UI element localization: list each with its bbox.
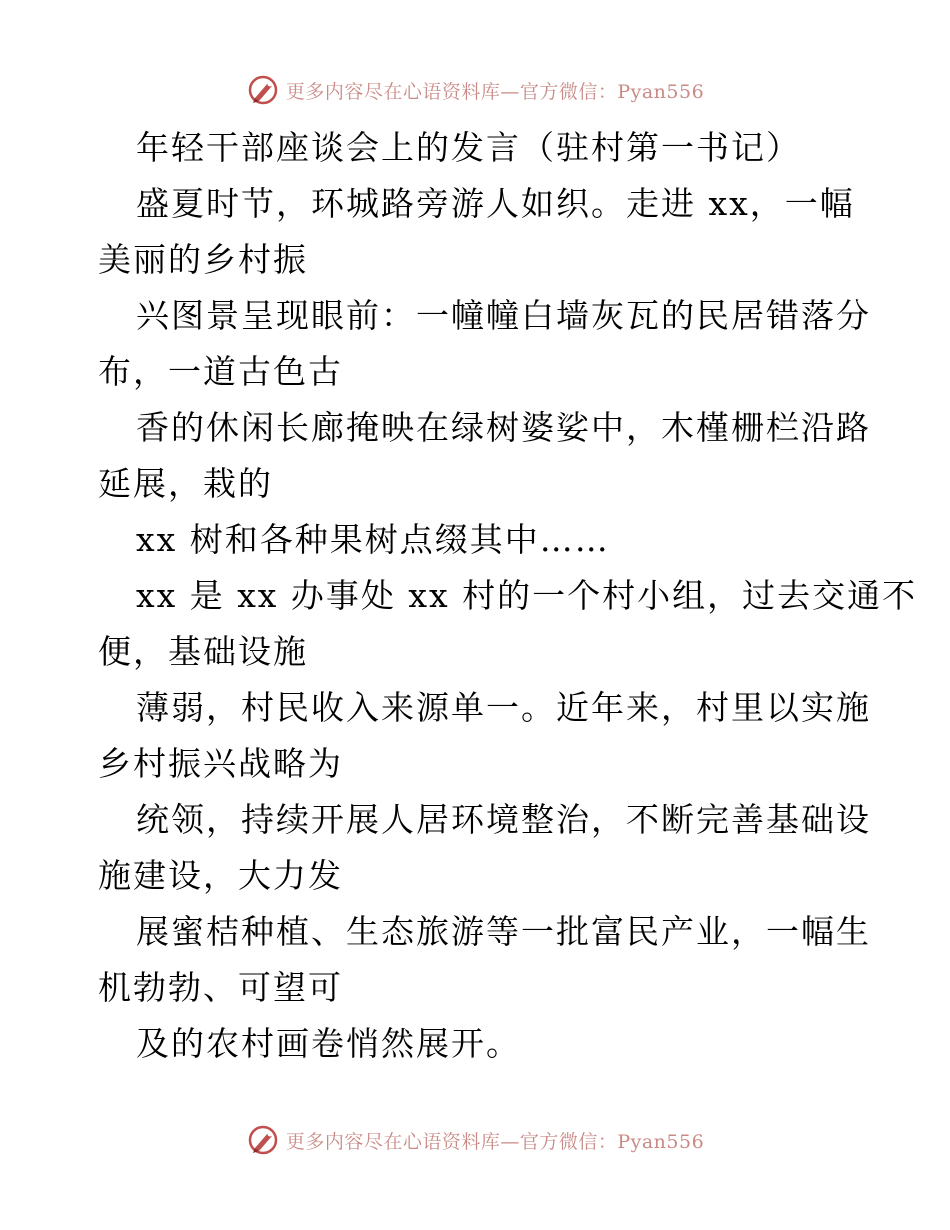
pen-logo-icon	[246, 1123, 280, 1157]
watermark-text: 更多内容尽在心语资料库—官方微信：Pyan556	[285, 1130, 705, 1153]
watermark-text: 更多内容尽在心语资料库—官方微信：Pyan556	[285, 80, 705, 103]
footer-watermark	[0, 1120, 950, 1160]
paragraph-line: xx 树和各种果树点缀其中……	[136, 520, 610, 559]
paragraph-line: 统领，持续开展人居环境整治，不断完善基础设	[136, 800, 871, 839]
paragraph-line: 延展，栽的	[98, 464, 273, 503]
header-watermark	[0, 70, 950, 110]
paragraph-line: 展蜜桔种植、生态旅游等一批富民产业，一幅生	[136, 912, 871, 951]
paragraph-line: 机勃勃、可望可	[98, 968, 343, 1007]
paragraph-line: 兴图景呈现眼前：一幢幢白墙灰瓦的民居错落分	[136, 296, 871, 335]
document-body	[98, 120, 918, 1072]
paragraph-line: 薄弱，村民收入来源单一。近年来，村里以实施	[136, 688, 871, 727]
paragraph-line: xx 是 xx 办事处 xx 村的一个村小组，过去交通不	[136, 576, 918, 615]
paragraph-line: 乡村振兴战略为	[98, 744, 343, 783]
paragraph-line: 盛夏时节，环城路旁游人如织。走进 xx，一幅	[136, 184, 855, 223]
paragraph-line: 香的休闲长廊掩映在绿树婆娑中，木槿栅栏沿路	[136, 408, 871, 447]
pen-logo-icon	[246, 73, 280, 107]
paragraph-line: 及的农村画卷悄然展开。	[136, 1024, 521, 1063]
paragraph-line: 布，一道古色古	[98, 352, 343, 391]
document-title: 年轻干部座谈会上的发言（驻村第一书记）	[136, 128, 801, 167]
paragraph-line: 便，基础设施	[98, 632, 308, 671]
paragraph-line: 施建设，大力发	[98, 856, 343, 895]
paragraph-line: 美丽的乡村振	[98, 240, 308, 279]
